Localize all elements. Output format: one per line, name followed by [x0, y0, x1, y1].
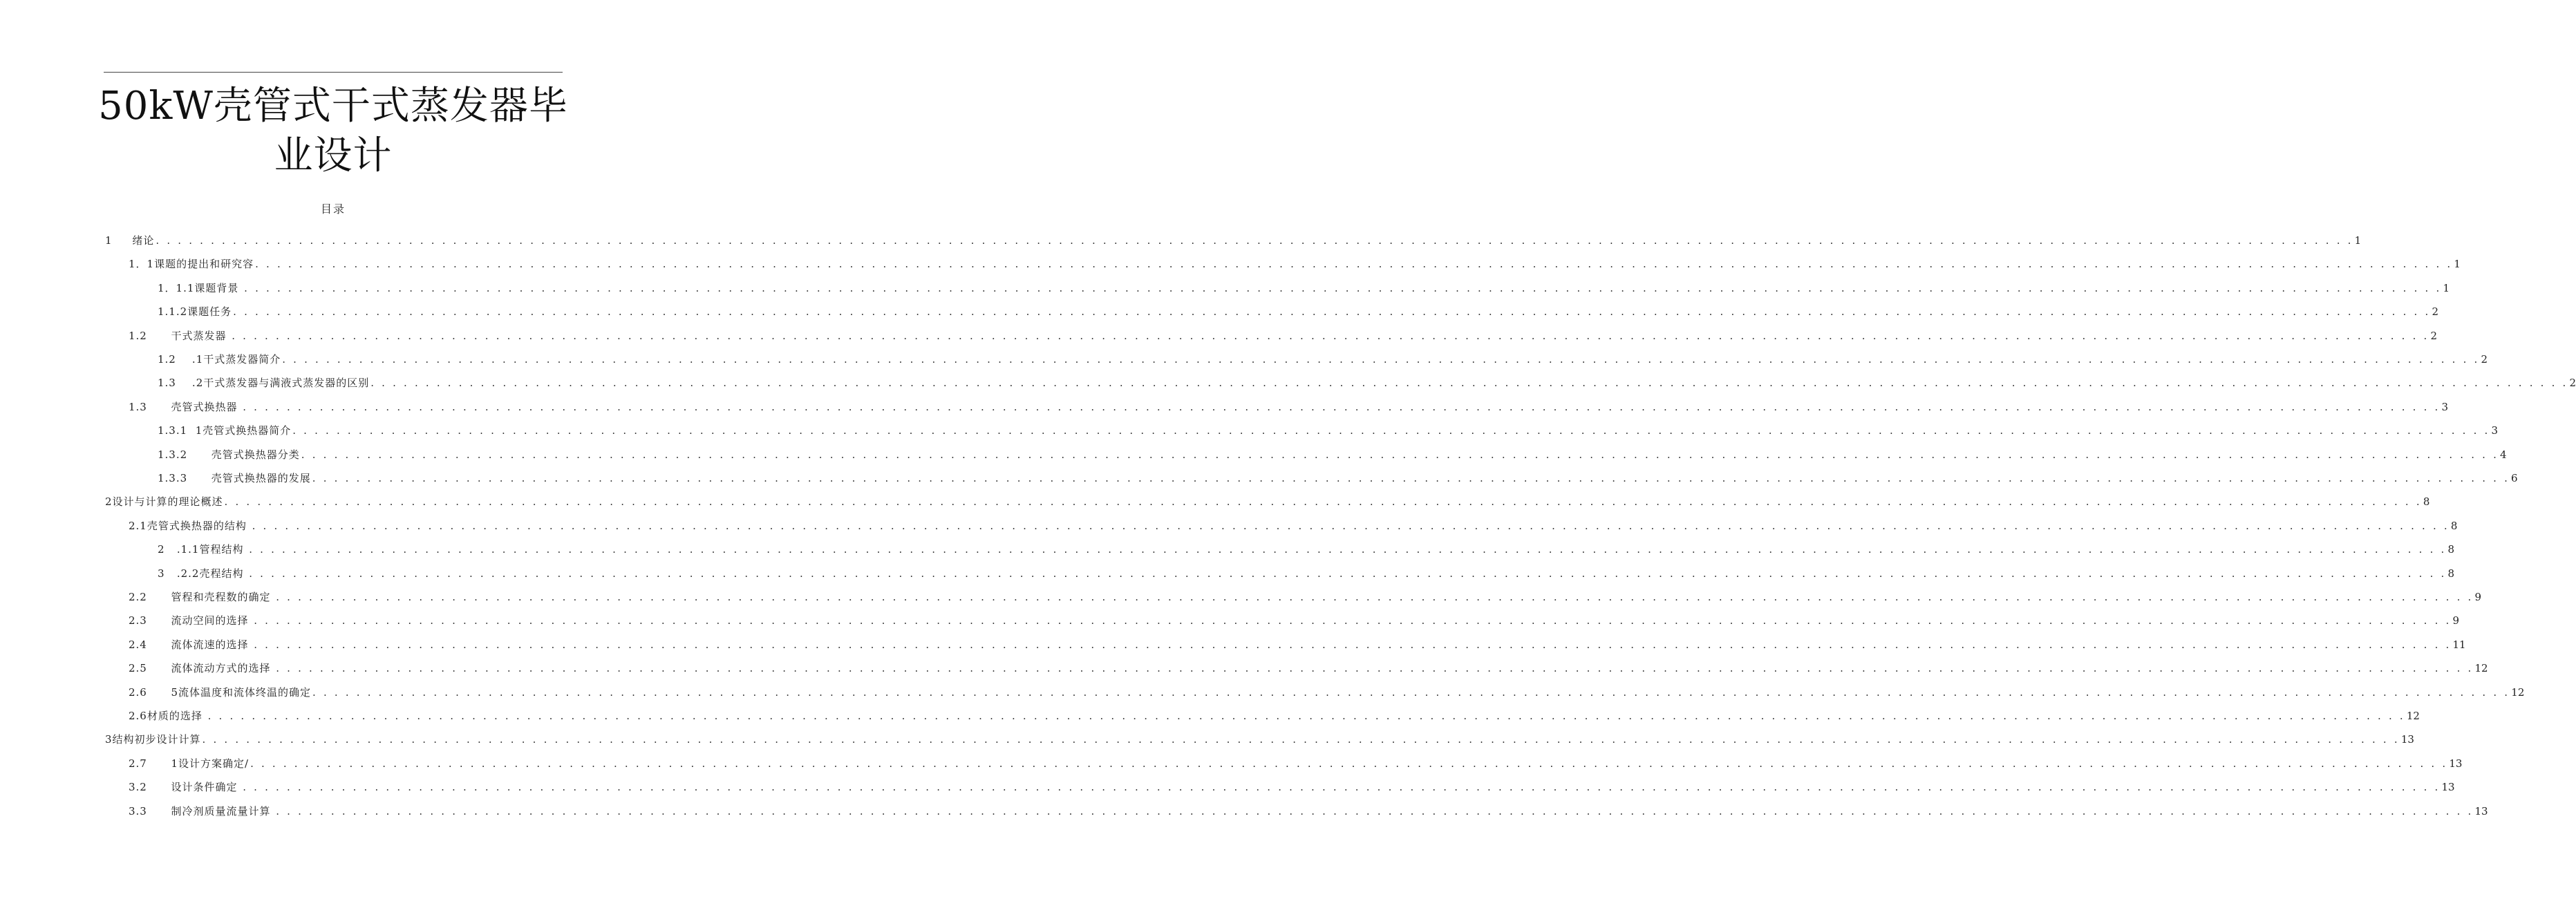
toc-entry[interactable]	[129, 685, 2525, 700]
toc-entry-page-number: 2	[2481, 353, 2488, 366]
toc-entry-label: 1.2 .1干式蒸发器简介	[158, 353, 281, 366]
toc-entry-label: 2.1壳管式换热器的结构	[129, 520, 251, 532]
toc-entry[interactable]	[129, 328, 2438, 343]
toc-entry-label: 2.7 1设计方案确定/	[129, 757, 250, 770]
toc-entry-page-number: 13	[2400, 733, 2414, 746]
toc-entry[interactable]	[129, 804, 2488, 819]
toc-entry-page-number: 13	[2441, 781, 2455, 793]
toc-entry-page-number: 8	[2450, 520, 2458, 532]
toc-entry-label: 1.3.1 1壳管式换热器简介	[158, 424, 292, 437]
toc-dot-leader: . . . . . . . . . . . . . . . . . . . . . . . . . . . . . . . . . . . . . . . . . . . . . . . . . . . . . . . . . . . . . . . . . . . . . . . . . . . . . . . . . . . . . . . . . . . . . . . . . . . . . . . . . . . . . . . . . . . . . . . . . . . . . . . . . . . . . . . . . . . . . . . . . . . . . . . . . . . . . . . . . . . . . . . . . . . . . . . . . . . . . . . . . . . . . . . . . . . . . . . .	[243, 401, 2441, 413]
toc-entry[interactable]	[129, 589, 2482, 605]
toc-dot-leader: . . . . . . . . . . . . . . . . . . . . . . . . . . . . . . . . . . . . . . . . . . . . . . . . . . . . . . . . . . . . . . . . . . . . . . . . . . . . . . . . . . . . . . . . . . . . . . . . . . . . . . . . . . . . . . . . . . . . . . . . . . . . . . . . . . . . . . . . . . . . . . . . . . . . . . . . . . . . . . . . . . . . . . . . . . . . . . . . . . . . . . . . . . . . . . . . . . . . . . . .	[276, 591, 2474, 603]
toc-entry-page-number: 12	[2511, 686, 2525, 699]
toc-entry-label: 2.6 5流体温度和流体终温的确定	[129, 686, 312, 699]
toc-dot-leader: . . . . . . . . . . . . . . . . . . . . . . . . . . . . . . . . . . . . . . . . . . . . . . . . . . . . . . . . . . . . . . . . . . . . . . . . . . . . . . . . . . . . . . . . . . . . . . . . . . . . . . . . . . . . . . . . . . . . . . . . . . . . . . . . . . . . . . . . . . . . . . . . . . . . . . . . . . . . . . . . . . . . . . . . . . . . . . . . . . . . . . . . . . . . . . . . . . . . . . . .	[276, 805, 2474, 817]
toc-entry-page-number: 8	[2447, 543, 2455, 556]
toc-entry-page-number: 9	[2452, 614, 2460, 627]
toc-entry-label: 1.3 .2干式蒸发器与满液式蒸发器的区别	[158, 377, 370, 389]
toc-entry-page-number: 1	[2443, 282, 2450, 294]
toc-dot-leader: . . . . . . . . . . . . . . . . . . . . . . . . . . . . . . . . . . . . . . . . . . . . . . . . . . . . . . . . . . . . . . . . . . . . . . . . . . . . . . . . . . . . . . . . . . . . . . . . . . . . . . . . . . . . . . . . . . . . . . . . . . . . . . . . . . . . . . . . . . . . . . . . . . . . . . . . . . . . . . . . . . . . . . . . . . . . . . . . . . . . . . . . . . . . . . . . . . . . . . . .	[292, 424, 2490, 437]
toc-entry-page-number: 1	[2354, 234, 2362, 247]
toc-entry-label: 1.3.3 壳管式换热器的发展	[158, 472, 311, 484]
toc-entry-label: 2.3 流动空间的选择	[129, 614, 253, 627]
toc-entry[interactable]	[158, 375, 2576, 390]
toc-entry[interactable]	[129, 661, 2488, 676]
toc-entry-page-number: 3	[2441, 401, 2449, 413]
toc-entry-label: 1.2 干式蒸发器	[129, 330, 231, 342]
toc-dot-leader: . . . . . . . . . . . . . . . . . . . . . . . . . . . . . . . . . . . . . . . . . . . . . . . . . . . . . . . . . . . . . . . . . . . . . . . . . . . . . . . . . . . . . . . . . . . . . . . . . . . . . . . . . . . . . . . . . . . . . . . . . . . . . . . . . . . . . . . . . . . . . . . . . . . . . . . . . . . . . . . . . . . . . . . . . . . . . . . . . . . . . . . . . . . . . . . . . . . . . . . .	[249, 543, 2447, 556]
title-line-1: 50kW壳管式干式蒸发器毕	[98, 84, 568, 129]
toc-entry[interactable]	[158, 304, 2438, 319]
toc-entry-label: 2.6材质的选择	[129, 710, 207, 722]
toc-entry-page-number: 3	[2491, 424, 2499, 437]
toc-entry-label: 3.3 制冷剂质量流量计算	[129, 805, 275, 817]
toc-dot-leader: . . . . . . . . . . . . . . . . . . . . . . . . . . . . . . . . . . . . . . . . . . . . . . . . . . . . . . . . . . . . . . . . . . . . . . . . . . . . . . . . . . . . . . . . . . . . . . . . . . . . . . . . . . . . . . . . . . . . . . . . . . . . . . . . . . . . . . . . . . . . . . . . . . . . . . . . . . . . . . . . . . . . . . . . . . . . . . . . . . . . . . . . . . . . . . . . . . . . . . . .	[207, 710, 2405, 722]
toc-dot-leader: . . . . . . . . . . . . . . . . . . . . . . . . . . . . . . . . . . . . . . . . . . . . . . . . . . . . . . . . . . . . . . . . . . . . . . . . . . . . . . . . . . . . . . . . . . . . . . . . . . . . . . . . . . . . . . . . . . . . . . . . . . . . . . . . . . . . . . . . . . . . . . . . . . . . . . . . . . . . . . . . . . . . . . . . . . . . . . . . . . . . . . . . . . . . . . . . . . . . . . . .	[312, 686, 2510, 699]
toc-entry-label: 1.1.2课题任务	[158, 305, 232, 318]
toc-entry-page-number: 12	[2474, 662, 2488, 674]
toc-entry[interactable]	[129, 637, 2466, 652]
toc-dot-leader: . . . . . . . . . . . . . . . . . . . . . . . . . . . . . . . . . . . . . . . . . . . . . . . . . . . . . . . . . . . . . . . . . . . . . . . . . . . . . . . . . . . . . . . . . . . . . . . . . . . . . . . . . . . . . . . . . . . . . . . . . . . . . . . . . . . . . . . . . . . . . . . . . . . . . . . . . . . . . . . . . . . . . . . . . . . . . . . . . . . . . . . . . . . . . . . . . . . . . . . .	[254, 614, 2452, 627]
toc-entry-page-number: 1	[2454, 258, 2461, 270]
toc-entry-page-number: 8	[2447, 567, 2455, 580]
toc-entry[interactable]	[129, 518, 2458, 533]
toc-entry[interactable]	[105, 732, 2414, 747]
toc-entry-label: 1.3 壳管式换热器	[129, 401, 242, 413]
toc-entry[interactable]	[158, 566, 2455, 581]
toc-dot-leader: . . . . . . . . . . . . . . . . . . . . . . . . . . . . . . . . . . . . . . . . . . . . . . . . . . . . . . . . . . . . . . . . . . . . . . . . . . . . . . . . . . . . . . . . . . . . . . . . . . . . . . . . . . . . . . . . . . . . . . . . . . . . . . . . . . . . . . . . . . . . . . . . . . . . . . . . . . . . . . . . . . . . . . . . . . . . . . . . . . . . . . . . . . . . . . . . . . . . . . . .	[301, 448, 2499, 461]
title-line-2: 业设计	[274, 133, 393, 178]
toc-entry-label: 1．1.1课题背景	[158, 282, 243, 294]
toc-entry-page-number: 8	[2423, 495, 2430, 508]
toc-entry-label: 2设计与计算的理论概述	[105, 495, 223, 508]
toc-entry[interactable]	[158, 281, 2450, 296]
toc-entry-page-number: 9	[2474, 591, 2482, 603]
toc-entry-page-number: 2	[2569, 377, 2576, 389]
toc-entry-page-number: 13	[2449, 757, 2463, 770]
toc-entry-page-number: 2	[2432, 305, 2438, 318]
toc-entry-label: 2 .1.1管程结构	[158, 543, 248, 556]
toc-entry-page-number: 4	[2500, 448, 2507, 461]
toc-entry-label: 1 绪论	[105, 234, 155, 247]
toc-dot-leader: . . . . . . . . . . . . . . . . . . . . . . . . . . . . . . . . . . . . . . . . . . . . . . . . . . . . . . . . . . . . . . . . . . . . . . . . . . . . . . . . . . . . . . . . . . . . . . . . . . . . . . . . . . . . . . . . . . . . . . . . . . . . . . . . . . . . . . . . . . . . . . . . . . . . . . . . . . . . . . . . . . . . . . . . . . . . . . . . . . . . . . . . . . . . . . . . . . . . . . . .	[244, 282, 2442, 294]
toc-dot-leader: . . . . . . . . . . . . . . . . . . . . . . . . . . . . . . . . . . . . . . . . . . . . . . . . . . . . . . . . . . . . . . . . . . . . . . . . . . . . . . . . . . . . . . . . . . . . . . . . . . . . . . . . . . . . . . . . . . . . . . . . . . . . . . . . . . . . . . . . . . . . . . . . . . . . . . . . . . . . . . . . . . . . . . . . . . . . . . . . . . . . . . . . . . . . . . . . . . . . . . . .	[202, 733, 2400, 746]
toc-entry[interactable]	[129, 613, 2460, 628]
toc-dot-leader: . . . . . . . . . . . . . . . . . . . . . . . . . . . . . . . . . . . . . . . . . . . . . . . . . . . . . . . . . . . . . . . . . . . . . . . . . . . . . . . . . . . . . . . . . . . . . . . . . . . . . . . . . . . . . . . . . . . . . . . . . . . . . . . . . . . . . . . . . . . . . . . . . . . . . . . . . . . . . . . . . . . . . . . . . . . . . . . . . . . . . . . . . . . . . . . . . . . . . . . .	[156, 234, 2353, 247]
toc-entry[interactable]	[129, 256, 2461, 272]
toc-entry-page-number: 12	[2406, 710, 2420, 722]
toc-entry-label: 3 .2.2壳程结构	[158, 567, 248, 580]
toc-entry[interactable]	[105, 233, 2362, 248]
toc-entry-page-number: 2	[2430, 330, 2438, 342]
toc-entry-label: 1．1课题的提出和研究容	[129, 258, 254, 270]
toc-entry[interactable]	[158, 447, 2507, 462]
toc-dot-leader: . . . . . . . . . . . . . . . . . . . . . . . . . . . . . . . . . . . . . . . . . . . . . . . . . . . . . . . . . . . . . . . . . . . . . . . . . . . . . . . . . . . . . . . . . . . . . . . . . . . . . . . . . . . . . . . . . . . . . . . . . . . . . . . . . . . . . . . . . . . . . . . . . . . . . . . . . . . . . . . . . . . . . . . . . . . . . . . . . . . . . . . . . . . . . . . . . . . . . . . .	[312, 472, 2510, 484]
toc-entry-page-number: 13	[2474, 805, 2488, 817]
toc-entry-page-number: 6	[2511, 472, 2518, 484]
toc-entry[interactable]	[129, 399, 2449, 415]
toc-dot-leader: . . . . . . . . . . . . . . . . . . . . . . . . . . . . . . . . . . . . . . . . . . . . . . . . . . . . . . . . . . . . . . . . . . . . . . . . . . . . . . . . . . . . . . . . . . . . . . . . . . . . . . . . . . . . . . . . . . . . . . . . . . . . . . . . . . . . . . . . . . . . . . . . . . . . . . . . . . . . . . . . . . . . . . . . . . . . . . . . . . . . . . . . . . . . . . . . . . . . . . . .	[370, 377, 2568, 389]
toc-entry[interactable]	[105, 494, 2430, 509]
toc-heading: 目录	[320, 202, 346, 216]
toc-dot-leader: . . . . . . . . . . . . . . . . . . . . . . . . . . . . . . . . . . . . . . . . . . . . . . . . . . . . . . . . . . . . . . . . . . . . . . . . . . . . . . . . . . . . . . . . . . . . . . . . . . . . . . . . . . . . . . . . . . . . . . . . . . . . . . . . . . . . . . . . . . . . . . . . . . . . . . . . . . . . . . . . . . . . . . . . . . . . . . . . . . . . . . . . . . . . . . . . . . . . . . . .	[252, 520, 2450, 532]
toc-entry[interactable]	[129, 708, 2420, 723]
toc-entry[interactable]	[158, 352, 2488, 367]
toc-entry[interactable]	[129, 756, 2463, 771]
toc-dot-leader: . . . . . . . . . . . . . . . . . . . . . . . . . . . . . . . . . . . . . . . . . . . . . . . . . . . . . . . . . . . . . . . . . . . . . . . . . . . . . . . . . . . . . . . . . . . . . . . . . . . . . . . . . . . . . . . . . . . . . . . . . . . . . . . . . . . . . . . . . . . . . . . . . . . . . . . . . . . . . . . . . . . . . . . . . . . . . . . . . . . . . . . . . . . . . . . . . . . . . . . .	[224, 495, 2422, 508]
toc-dot-leader: . . . . . . . . . . . . . . . . . . . . . . . . . . . . . . . . . . . . . . . . . . . . . . . . . . . . . . . . . . . . . . . . . . . . . . . . . . . . . . . . . . . . . . . . . . . . . . . . . . . . . . . . . . . . . . . . . . . . . . . . . . . . . . . . . . . . . . . . . . . . . . . . . . . . . . . . . . . . . . . . . . . . . . . . . . . . . . . . . . . . . . . . . . . . . . . . . . . . . . . .	[254, 638, 2452, 651]
toc-dot-leader: . . . . . . . . . . . . . . . . . . . . . . . . . . . . . . . . . . . . . . . . . . . . . . . . . . . . . . . . . . . . . . . . . . . . . . . . . . . . . . . . . . . . . . . . . . . . . . . . . . . . . . . . . . . . . . . . . . . . . . . . . . . . . . . . . . . . . . . . . . . . . . . . . . . . . . . . . . . . . . . . . . . . . . . . . . . . . . . . . . . . . . . . . . . . . . . . . . . . . . . .	[282, 353, 2480, 366]
toc-entry-label: 3.2 设计条件确定	[129, 781, 242, 793]
toc-dot-leader: . . . . . . . . . . . . . . . . . . . . . . . . . . . . . . . . . . . . . . . . . . . . . . . . . . . . . . . . . . . . . . . . . . . . . . . . . . . . . . . . . . . . . . . . . . . . . . . . . . . . . . . . . . . . . . . . . . . . . . . . . . . . . . . . . . . . . . . . . . . . . . . . . . . . . . . . . . . . . . . . . . . . . . . . . . . . . . . . . . . . . . . . . . . . . . . . . . . . . . . .	[250, 757, 2448, 770]
toc-entry-label: 2.5 流体流动方式的选择	[129, 662, 275, 674]
toc-entry-label: 3结构初步设计计算	[105, 733, 201, 746]
toc-dot-leader: . . . . . . . . . . . . . . . . . . . . . . . . . . . . . . . . . . . . . . . . . . . . . . . . . . . . . . . . . . . . . . . . . . . . . . . . . . . . . . . . . . . . . . . . . . . . . . . . . . . . . . . . . . . . . . . . . . . . . . . . . . . . . . . . . . . . . . . . . . . . . . . . . . . . . . . . . . . . . . . . . . . . . . . . . . . . . . . . . . . . . . . . . . . . . . . . . . . . . . . .	[243, 781, 2441, 793]
toc-dot-leader: . . . . . . . . . . . . . . . . . . . . . . . . . . . . . . . . . . . . . . . . . . . . . . . . . . . . . . . . . . . . . . . . . . . . . . . . . . . . . . . . . . . . . . . . . . . . . . . . . . . . . . . . . . . . . . . . . . . . . . . . . . . . . . . . . . . . . . . . . . . . . . . . . . . . . . . . . . . . . . . . . . . . . . . . . . . . . . . . . . . . . . . . . . . . . . . . . . . . . . . .	[249, 567, 2447, 580]
toc-dot-leader: . . . . . . . . . . . . . . . . . . . . . . . . . . . . . . . . . . . . . . . . . . . . . . . . . . . . . . . . . . . . . . . . . . . . . . . . . . . . . . . . . . . . . . . . . . . . . . . . . . . . . . . . . . . . . . . . . . . . . . . . . . . . . . . . . . . . . . . . . . . . . . . . . . . . . . . . . . . . . . . . . . . . . . . . . . . . . . . . . . . . . . . . . . . . . . . . . . . . . . . .	[233, 305, 2431, 318]
toc-entry-label: 1.3.2 壳管式换热器分类	[158, 448, 300, 461]
toc-entry-label: 2.4 流体流速的选择	[129, 638, 253, 651]
toc-entry-page-number: 11	[2452, 638, 2466, 651]
toc-entry[interactable]	[158, 423, 2499, 438]
toc-dot-leader: . . . . . . . . . . . . . . . . . . . . . . . . . . . . . . . . . . . . . . . . . . . . . . . . . . . . . . . . . . . . . . . . . . . . . . . . . . . . . . . . . . . . . . . . . . . . . . . . . . . . . . . . . . . . . . . . . . . . . . . . . . . . . . . . . . . . . . . . . . . . . . . . . . . . . . . . . . . . . . . . . . . . . . . . . . . . . . . . . . . . . . . . . . . . . . . . . . . . . . . .	[276, 662, 2474, 674]
toc-entry[interactable]	[158, 471, 2518, 486]
toc-dot-leader: . . . . . . . . . . . . . . . . . . . . . . . . . . . . . . . . . . . . . . . . . . . . . . . . . . . . . . . . . . . . . . . . . . . . . . . . . . . . . . . . . . . . . . . . . . . . . . . . . . . . . . . . . . . . . . . . . . . . . . . . . . . . . . . . . . . . . . . . . . . . . . . . . . . . . . . . . . . . . . . . . . . . . . . . . . . . . . . . . . . . . . . . . . . . . . . . . . . . . . . .	[255, 258, 2453, 270]
toc-entry[interactable]	[129, 779, 2455, 795]
toc-entry[interactable]	[158, 542, 2455, 557]
toc-dot-leader: . . . . . . . . . . . . . . . . . . . . . . . . . . . . . . . . . . . . . . . . . . . . . . . . . . . . . . . . . . . . . . . . . . . . . . . . . . . . . . . . . . . . . . . . . . . . . . . . . . . . . . . . . . . . . . . . . . . . . . . . . . . . . . . . . . . . . . . . . . . . . . . . . . . . . . . . . . . . . . . . . . . . . . . . . . . . . . . . . . . . . . . . . . . . . . . . . . . . . . . .	[232, 330, 2429, 342]
toc-entry-label: 2.2 管程和壳程数的确定	[129, 591, 275, 603]
